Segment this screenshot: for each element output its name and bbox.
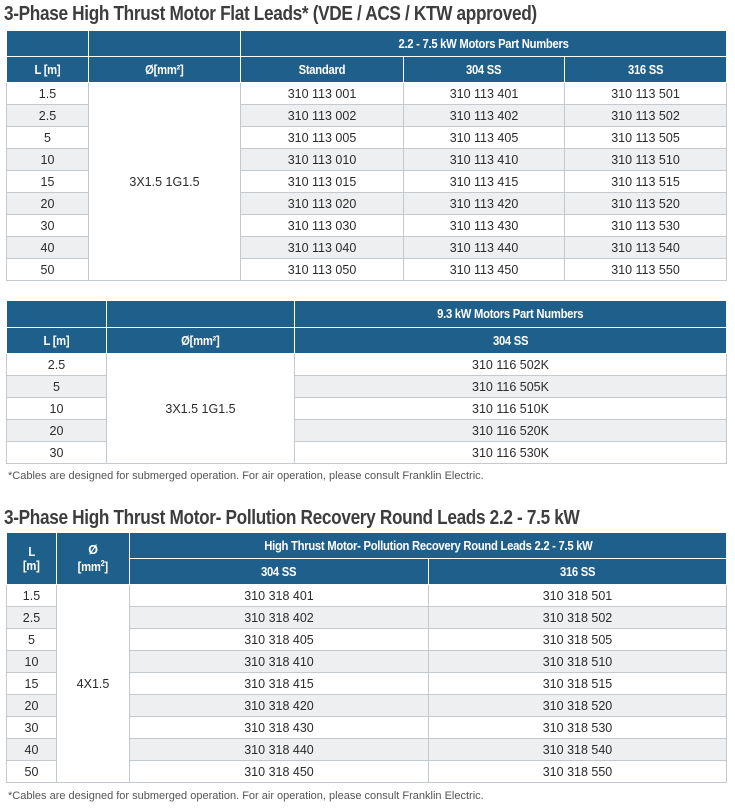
part-number-316ss: 310 318 515 [429,673,727,695]
length-cell: 20 [7,420,107,442]
column-header-316ss: 316 SS [565,57,727,83]
part-number-304ss: 310 113 415 [404,171,565,193]
part-number-304ss: 310 318 440 [130,739,429,761]
length-cell: 50 [7,259,89,281]
part-number-316ss: 310 113 502 [565,105,727,127]
part-number-standard: 310 113 002 [241,105,404,127]
length-cell: 15 [7,673,57,695]
length-cell: 40 [7,739,57,761]
part-number-standard: 310 113 030 [241,215,404,237]
length-cell: 10 [7,651,57,673]
part-number-304ss: 310 113 405 [404,127,565,149]
length-cell: 5 [7,629,57,651]
length-cell: 20 [7,193,89,215]
part-number-304ss: 310 113 410 [404,149,565,171]
table-row [7,585,727,607]
part-number-316ss: 310 113 540 [565,237,727,259]
part-number-316ss: 310 318 530 [429,717,727,739]
part-number-304ss: 310 318 402 [130,607,429,629]
column-header-length: L [m] [7,57,89,83]
header-spacer [107,301,295,328]
table-row [7,83,727,105]
part-number-304ss: 310 318 430 [130,717,429,739]
part-number-304ss: 310 318 415 [130,673,429,695]
part-number-304ss: 310 113 430 [404,215,565,237]
part-number-304ss: 310 113 401 [404,83,565,105]
header-spacer [7,301,107,328]
length-cell: 50 [7,761,57,783]
length-cell: 30 [7,717,57,739]
flat-leads-2-2-7-5kw-table [6,30,727,281]
flat-leads-9-3kw-table [6,300,727,464]
column-header-diameter: Ø[mm²] [107,328,295,354]
column-header-length: L [m] [7,533,57,585]
part-number-316ss: 310 113 550 [565,259,727,281]
part-number-standard: 310 113 001 [241,83,404,105]
footnote-submerged-operation: *Cables are designed for submerged operation. For air operation, please consult Franklin Electric. [8,470,484,482]
part-number-316ss: 310 113 505 [565,127,727,149]
part-number-304ss: 310 318 401 [130,585,429,607]
header-spacer [7,31,89,57]
part-number-316ss: 310 113 501 [565,83,727,105]
length-cell: 1.5 [7,585,57,607]
group-header: 9.3 kW Motors Part Numbers [295,301,727,328]
cable-size-cell: 3X1.5 1G1.5 [107,354,295,464]
length-cell: 40 [7,237,89,259]
column-header-length: L [m] [7,328,107,354]
group-header: High Thrust Motor- Pollution Recovery Round Leads 2.2 - 7.5 kW [130,533,727,559]
length-cell: 30 [7,442,107,464]
part-number-316ss: 310 318 505 [429,629,727,651]
length-cell: 5 [7,127,89,149]
part-number-304ss: 310 116 520K [295,420,727,442]
part-number-316ss: 310 113 530 [565,215,727,237]
part-number-standard: 310 113 015 [241,171,404,193]
round-leads-table [6,532,727,783]
section-title-round-leads: 3-Phase High Thrust Motor- Pollution Recovery Round Leads 2.2 - 7.5 kW [4,506,580,529]
part-number-304ss: 310 116 530K [295,442,727,464]
part-number-standard: 310 113 010 [241,149,404,171]
footnote-submerged-operation: *Cables are designed for submerged operation. For air operation, please consult Franklin Electric. [8,790,484,802]
section-title-flat-leads: 3-Phase High Thrust Motor Flat Leads* (VDE / ACS / KTW approved) [4,2,537,25]
part-number-304ss: 310 113 420 [404,193,565,215]
part-number-304ss: 310 116 505K [295,376,727,398]
length-cell: 1.5 [7,83,89,105]
column-header-diameter: Ø[mm²] [89,57,241,83]
part-number-304ss: 310 116 510K [295,398,727,420]
length-cell: 2.5 [7,105,89,127]
part-number-304ss: 310 116 502K [295,354,727,376]
part-number-316ss: 310 113 520 [565,193,727,215]
column-header-304ss: 304 SS [404,57,565,83]
part-number-standard: 310 113 020 [241,193,404,215]
cable-size-cell: 3X1.5 1G1.5 [89,83,241,281]
part-number-304ss: 310 318 410 [130,651,429,673]
part-number-304ss: 310 113 402 [404,105,565,127]
group-header: 2.2 - 7.5 kW Motors Part Numbers [241,31,727,57]
length-cell: 20 [7,695,57,717]
part-number-316ss: 310 113 510 [565,149,727,171]
length-cell: 30 [7,215,89,237]
column-header-standard: Standard [241,57,404,83]
length-cell: 2.5 [7,354,107,376]
length-cell: 10 [7,149,89,171]
part-number-316ss: 310 318 502 [429,607,727,629]
length-cell: 10 [7,398,107,420]
part-number-316ss: 310 318 501 [429,585,727,607]
part-number-316ss: 310 318 520 [429,695,727,717]
part-number-304ss: 310 318 420 [130,695,429,717]
part-number-304ss: 310 113 450 [404,259,565,281]
part-number-316ss: 310 113 515 [565,171,727,193]
part-number-standard: 310 113 005 [241,127,404,149]
column-header-diameter: Ø $[mm^2]$ [57,533,130,585]
column-header-316ss: 316 SS [429,559,727,585]
column-header-304ss: 304 SS [295,328,727,354]
part-number-316ss: 310 318 510 [429,651,727,673]
part-number-304ss: 310 318 405 [130,629,429,651]
part-number-304ss: 310 113 440 [404,237,565,259]
part-number-316ss: 310 318 550 [429,761,727,783]
part-number-316ss: 310 318 540 [429,739,727,761]
part-number-standard: 310 113 050 [241,259,404,281]
cable-size-cell: 4X1.5 [57,585,130,783]
part-number-304ss: 310 318 450 [130,761,429,783]
length-cell: 2.5 [7,607,57,629]
length-cell: 5 [7,376,107,398]
table-row [7,354,727,376]
part-number-standard: 310 113 040 [241,237,404,259]
column-header-304ss: 304 SS [130,559,429,585]
header-spacer [89,31,241,57]
length-cell: 15 [7,171,89,193]
